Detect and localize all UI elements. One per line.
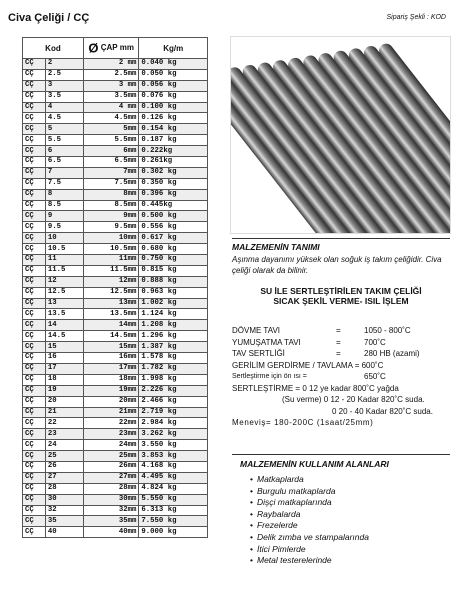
heat-equals: =	[336, 326, 341, 335]
kod-number: 35	[45, 516, 83, 527]
description-section	[232, 238, 450, 276]
uses-title: MALZEMENİN KULLANIM ALANLARI	[240, 459, 389, 469]
table-row	[23, 189, 208, 200]
heat-title-2: SICAK ŞEKİL VERME- ISIL İŞLEM	[273, 296, 409, 306]
kod-prefix: CÇ	[23, 211, 46, 222]
kod-prefix: CÇ	[23, 276, 46, 287]
heat-label: TAV SERTLİĞİ	[232, 349, 285, 358]
weight-cell: 0.261kg	[139, 157, 208, 168]
kod-prefix: CÇ	[23, 113, 46, 124]
diameter-cell: 18mm	[83, 374, 139, 385]
kod-number: 26	[45, 461, 83, 472]
diameter-cell: 19mm	[83, 385, 139, 396]
diameter-cell: 28mm	[83, 483, 139, 494]
kod-prefix: CÇ	[23, 363, 46, 374]
diameter-cell: 3 mm	[83, 80, 139, 91]
diameter-cell: 6mm	[83, 146, 139, 157]
kod-number: 9.5	[45, 222, 83, 233]
table-row	[23, 124, 208, 135]
diameter-cell: 8mm	[83, 189, 139, 200]
kod-number: 14.5	[45, 331, 83, 342]
kod-number: 17	[45, 363, 83, 374]
diameter-cell: 14.5mm	[83, 331, 139, 342]
table-row	[23, 309, 208, 320]
weight-cell: 4.495 kg	[139, 472, 208, 483]
col-cap-header	[83, 38, 139, 59]
kod-prefix: CÇ	[23, 385, 46, 396]
table-header-row	[23, 38, 208, 59]
kod-number: 8.5	[45, 200, 83, 211]
table-row	[23, 451, 208, 462]
weight-cell: 1.782 kg	[139, 363, 208, 374]
diameter-cell: 32mm	[83, 505, 139, 516]
table-row	[23, 374, 208, 385]
table-row	[23, 69, 208, 80]
kod-number: 30	[45, 494, 83, 505]
table-row	[23, 200, 208, 211]
kod-number: 13	[45, 298, 83, 309]
description-title: MALZEMENİN TANIMI	[232, 242, 320, 252]
weight-cell: 5.550 kg	[139, 494, 208, 505]
table-row	[23, 461, 208, 472]
diameter-cell: 40mm	[83, 527, 139, 538]
sertlestirme-line-2: (Su verme) 0 12 - 20 Kadar 820˚C suda.	[282, 395, 425, 404]
diameter-cell: 12.5mm	[83, 287, 139, 298]
weight-cell: 1.296 kg	[139, 331, 208, 342]
weight-cell: 4.168 kg	[139, 461, 208, 472]
weight-cell: 0.056 kg	[139, 80, 208, 91]
diameter-cell: 26mm	[83, 461, 139, 472]
kod-number: 10	[45, 233, 83, 244]
kod-prefix: CÇ	[23, 342, 46, 353]
kod-number: 18	[45, 374, 83, 385]
diameter-cell: 11.5mm	[83, 265, 139, 276]
table-row	[23, 472, 208, 483]
weight-cell: 0.617 kg	[139, 233, 208, 244]
table-row	[23, 342, 208, 353]
table-row	[23, 516, 208, 527]
kod-number: 11	[45, 255, 83, 266]
diameter-cell: 9mm	[83, 211, 139, 222]
kod-number: 3	[45, 80, 83, 91]
kod-prefix: CÇ	[23, 80, 46, 91]
weight-cell: 1.387 kg	[139, 342, 208, 353]
kod-number: 7.5	[45, 178, 83, 189]
table-row	[23, 527, 208, 538]
kod-prefix: CÇ	[23, 189, 46, 200]
kod-prefix: CÇ	[23, 265, 46, 276]
kod-prefix: CÇ	[23, 472, 46, 483]
weight-cell: 3.853 kg	[139, 451, 208, 462]
weight-cell: 3.262 kg	[139, 429, 208, 440]
weight-cell: 0.445kg	[139, 200, 208, 211]
weight-cell: 4.824 kg	[139, 483, 208, 494]
diameter-cell: 25mm	[83, 451, 139, 462]
kod-number: 10.5	[45, 244, 83, 255]
kod-prefix: CÇ	[23, 407, 46, 418]
table-body	[23, 59, 208, 538]
weight-cell: 0.556 kg	[139, 222, 208, 233]
kod-number: 12.5	[45, 287, 83, 298]
diameter-cell: 5mm	[83, 124, 139, 135]
kod-prefix: CÇ	[23, 505, 46, 516]
weight-cell: 0.050 kg	[139, 69, 208, 80]
table-row	[23, 59, 208, 70]
table-row	[23, 276, 208, 287]
kod-prefix: CÇ	[23, 200, 46, 211]
gerilim-line: GERİLİM GERDİRME / TAVLAMA = 600˚C	[232, 360, 384, 370]
diameter-cell: 14mm	[83, 320, 139, 331]
kod-number: 20	[45, 396, 83, 407]
kod-prefix: CÇ	[23, 69, 46, 80]
table-row	[23, 146, 208, 157]
table-row	[23, 440, 208, 451]
kod-prefix: CÇ	[23, 157, 46, 168]
weight-cell: 9.000 kg	[139, 527, 208, 538]
col-kod-header: Kod	[23, 38, 84, 59]
weight-cell: 3.550 kg	[139, 440, 208, 451]
on-isi-value: 650˚C	[364, 372, 386, 381]
uses-item: • İtici Pimlerde	[250, 544, 369, 556]
diameter-icon: Ø	[88, 40, 99, 56]
table-row	[23, 265, 208, 276]
divider	[232, 454, 450, 455]
kod-number: 3.5	[45, 91, 83, 102]
weight-cell: 1.124 kg	[139, 309, 208, 320]
kod-number: 6	[45, 146, 83, 157]
sertlestirme-line-3: 0 20 - 40 Kadar 820˚C suda.	[332, 406, 433, 416]
heat-row	[232, 337, 450, 349]
table-row	[23, 298, 208, 309]
table-row	[23, 407, 208, 418]
kod-number: 16	[45, 353, 83, 364]
kod-number: 14	[45, 320, 83, 331]
kod-number: 15	[45, 342, 83, 353]
table-row	[23, 167, 208, 178]
uses-item: • Frezelerde	[250, 520, 369, 532]
table-row	[23, 287, 208, 298]
kod-prefix: CÇ	[23, 418, 46, 429]
table-row	[23, 80, 208, 91]
kod-number: 11.5	[45, 265, 83, 276]
diameter-cell: 10.5mm	[83, 244, 139, 255]
heat-value: 700˚C	[364, 337, 386, 347]
description-text: Aşınma dayanımı yüksek olan soğuk iş takım çeliğidir. Civa çeliği olarak da bilinir.	[232, 255, 442, 275]
table-row	[23, 113, 208, 124]
kod-number: 8	[45, 189, 83, 200]
kod-prefix: CÇ	[23, 451, 46, 462]
diameter-cell: 20mm	[83, 396, 139, 407]
heat-label: DÖVME TAVI	[232, 326, 281, 335]
kod-prefix: CÇ	[23, 287, 46, 298]
diameter-cell: 21mm	[83, 407, 139, 418]
weight-cell: 0.187 kg	[139, 135, 208, 146]
table-row	[23, 363, 208, 374]
diameter-cell: 10mm	[83, 233, 139, 244]
weight-cell: 0.302 kg	[139, 167, 208, 178]
table-row	[23, 255, 208, 266]
heat-title-block	[232, 286, 450, 306]
weight-cell: 0.680 kg	[139, 244, 208, 255]
uses-item: • Burgulu matkaplarda	[250, 486, 369, 498]
table-row	[23, 505, 208, 516]
kod-number: 23	[45, 429, 83, 440]
table-row	[23, 233, 208, 244]
diameter-cell: 13.5mm	[83, 309, 139, 320]
kod-prefix: CÇ	[23, 135, 46, 146]
diameter-cell: 12mm	[83, 276, 139, 287]
table-row	[23, 102, 208, 113]
heat-row	[232, 325, 450, 337]
kod-prefix: CÇ	[23, 374, 46, 385]
weight-cell: 0.500 kg	[139, 211, 208, 222]
kod-prefix: CÇ	[23, 353, 46, 364]
steel-rods-image	[231, 37, 450, 233]
kod-prefix: CÇ	[23, 255, 46, 266]
table-row	[23, 353, 208, 364]
kod-prefix: CÇ	[23, 494, 46, 505]
kod-prefix: CÇ	[23, 91, 46, 102]
weight-cell: 0.222kg	[139, 146, 208, 157]
table-row	[23, 396, 208, 407]
diameter-cell: 4.5mm	[83, 113, 139, 124]
weight-cell: 0.154 kg	[139, 124, 208, 135]
kod-prefix: CÇ	[23, 440, 46, 451]
weight-cell: 1.208 kg	[139, 320, 208, 331]
kod-prefix: CÇ	[23, 178, 46, 189]
kod-number: 4.5	[45, 113, 83, 124]
table-row	[23, 222, 208, 233]
table-row	[23, 178, 208, 189]
weight-cell: 0.963 kg	[139, 287, 208, 298]
kod-number: 12	[45, 276, 83, 287]
diameter-cell: 4 mm	[83, 102, 139, 113]
table-row	[23, 385, 208, 396]
divider	[232, 238, 450, 239]
diameter-cell: 13mm	[83, 298, 139, 309]
kod-number: 9	[45, 211, 83, 222]
kod-prefix: CÇ	[23, 461, 46, 472]
order-note: Sipariş Şekli : KOD	[386, 14, 446, 21]
kod-number: 13.5	[45, 309, 83, 320]
weight-cell: 2.226 kg	[139, 385, 208, 396]
weight-cell: 2.984 kg	[139, 418, 208, 429]
kod-number: 24	[45, 440, 83, 451]
sertlestirme-line-1: SERTLEŞTİRME = 0 12 ye kadar 800˚C yağda	[232, 383, 399, 393]
uses-item: • Metal testerelerinde	[250, 555, 369, 567]
heat-equals: =	[336, 349, 341, 358]
table-row	[23, 320, 208, 331]
uses-item: • Dişçi matkaplarında	[250, 497, 369, 509]
kod-prefix: CÇ	[23, 516, 46, 527]
weight-cell: 6.313 kg	[139, 505, 208, 516]
heat-value: 280 HB (azami)	[364, 349, 420, 358]
kod-number: 28	[45, 483, 83, 494]
table-row	[23, 494, 208, 505]
diameter-cell: 30mm	[83, 494, 139, 505]
product-table	[22, 37, 208, 538]
table-row	[23, 429, 208, 440]
heat-label: YUMUŞATMA TAVI	[232, 337, 301, 347]
kod-number: 19	[45, 385, 83, 396]
col-kg-header: Kg/m	[139, 38, 208, 59]
kod-number: 2	[45, 59, 83, 70]
heat-row	[232, 348, 450, 360]
table-row	[23, 331, 208, 342]
kod-number: 21	[45, 407, 83, 418]
table-row	[23, 157, 208, 168]
diameter-cell: 16mm	[83, 353, 139, 364]
diameter-cell: 6.5mm	[83, 157, 139, 168]
diameter-cell: 17mm	[83, 363, 139, 374]
kod-prefix: CÇ	[23, 429, 46, 440]
kod-prefix: CÇ	[23, 59, 46, 70]
kod-prefix: CÇ	[23, 244, 46, 255]
weight-cell: 0.815 kg	[139, 265, 208, 276]
uses-item: • Raybalarda	[250, 509, 369, 521]
page-title: Civa Çeliği / CÇ	[8, 12, 90, 24]
kod-number: 27	[45, 472, 83, 483]
table-row	[23, 91, 208, 102]
diameter-cell: 2.5mm	[83, 69, 139, 80]
weight-cell: 0.100 kg	[139, 102, 208, 113]
weight-cell: 2.466 kg	[139, 396, 208, 407]
kod-prefix: CÇ	[23, 527, 46, 538]
weight-cell: 0.040 kg	[139, 59, 208, 70]
table-row	[23, 483, 208, 494]
heat-value: 1050 - 800˚C	[364, 326, 411, 335]
uses-item: • Delik zımba ve stampalarında	[250, 532, 369, 544]
table-row	[23, 211, 208, 222]
diameter-cell: 8.5mm	[83, 200, 139, 211]
kod-number: 2.5	[45, 69, 83, 80]
on-isi-label: Sertleştirme için ön ısı =	[232, 373, 307, 380]
diameter-cell: 7.5mm	[83, 178, 139, 189]
weight-cell: 0.750 kg	[139, 255, 208, 266]
weight-cell: 0.350 kg	[139, 178, 208, 189]
kod-prefix: CÇ	[23, 102, 46, 113]
kod-number: 25	[45, 451, 83, 462]
kod-number: 6.5	[45, 157, 83, 168]
weight-cell: 1.578 kg	[139, 353, 208, 364]
kod-number: 5	[45, 124, 83, 135]
uses-item: • Matkaplarda	[250, 474, 369, 486]
kod-prefix: CÇ	[23, 396, 46, 407]
kod-prefix: CÇ	[23, 124, 46, 135]
weight-cell: 0.126 kg	[139, 113, 208, 124]
diameter-cell: 35mm	[83, 516, 139, 527]
diameter-cell: 7mm	[83, 167, 139, 178]
col-cap-label: ÇAP mm	[100, 43, 134, 53]
heat-treatment-list	[232, 305, 450, 429]
kod-prefix: CÇ	[23, 146, 46, 157]
kod-prefix: CÇ	[23, 320, 46, 331]
weight-cell: 0.076 kg	[139, 91, 208, 102]
diameter-cell: 9.5mm	[83, 222, 139, 233]
table-row	[23, 418, 208, 429]
uses-list	[250, 474, 369, 567]
kod-prefix: CÇ	[23, 222, 46, 233]
weight-cell: 1.998 kg	[139, 374, 208, 385]
kod-number: 32	[45, 505, 83, 516]
diameter-cell: 15mm	[83, 342, 139, 353]
kod-prefix: CÇ	[23, 331, 46, 342]
heat-equals: =	[336, 337, 341, 347]
uses-section	[232, 454, 450, 469]
diameter-cell: 24mm	[83, 440, 139, 451]
steel-rods-photo	[230, 36, 451, 234]
kod-prefix: CÇ	[23, 309, 46, 320]
table-row	[23, 244, 208, 255]
diameter-cell: 2 mm	[83, 59, 139, 70]
kod-number: 22	[45, 418, 83, 429]
kod-number: 5.5	[45, 135, 83, 146]
kod-number: 4	[45, 102, 83, 113]
heat-title-1: SU İLE SERTLEŞTİRİLEN TAKIM ÇELİĞİ	[260, 286, 422, 296]
weight-cell: 1.002 kg	[139, 298, 208, 309]
weight-cell: 7.550 kg	[139, 516, 208, 527]
diameter-cell: 27mm	[83, 472, 139, 483]
table-row	[23, 135, 208, 146]
kod-prefix: CÇ	[23, 233, 46, 244]
kod-number: 7	[45, 167, 83, 178]
weight-cell: 0.888 kg	[139, 276, 208, 287]
menevis-line: Meneviş= 180-200C (1saat/25mm)	[232, 418, 374, 427]
weight-cell: 0.396 kg	[139, 189, 208, 200]
kod-prefix: CÇ	[23, 298, 46, 309]
diameter-cell: 11mm	[83, 255, 139, 266]
kod-prefix: CÇ	[23, 483, 46, 494]
diameter-cell: 23mm	[83, 429, 139, 440]
kod-prefix: CÇ	[23, 167, 46, 178]
weight-cell: 2.719 kg	[139, 407, 208, 418]
diameter-cell: 3.5mm	[83, 91, 139, 102]
kod-number: 40	[45, 527, 83, 538]
diameter-cell: 5.5mm	[83, 135, 139, 146]
diameter-cell: 22mm	[83, 418, 139, 429]
